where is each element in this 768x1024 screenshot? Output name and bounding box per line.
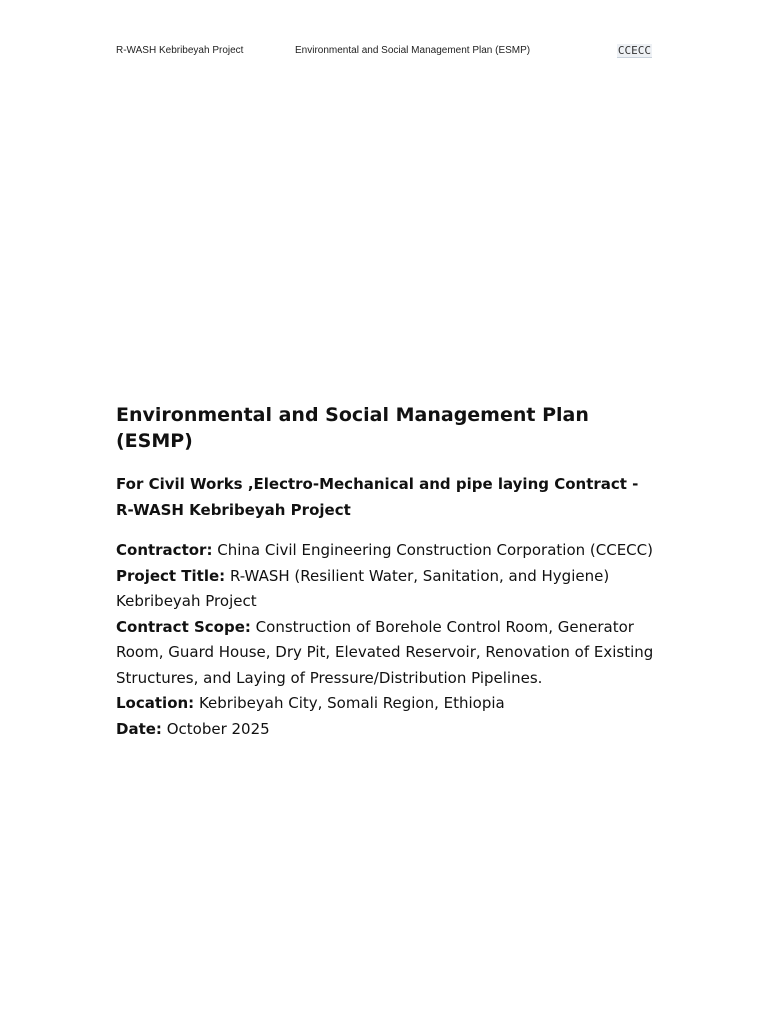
detail-label: Date: [116, 719, 162, 738]
document-subtitle: For Civil Works ,Electro-Mechanical and pipe laying Contract - R-WASH Kebribeyah Project [116, 475, 639, 519]
header-project-name: R-WASH Kebribeyah Project [116, 45, 244, 56]
detail-value: Construction of Borehole Control Room, Generator Room, Guard House, Dry Pit, Elevated Reservoir, Renovation of Existing Structures, and Laying of Pressure/Distribution Pipelines. [116, 617, 654, 687]
document-title: Environmental and Social Management Plan (ESMP) [116, 404, 589, 452]
cover-content [116, 402, 656, 742]
detail-contract-scope [116, 615, 656, 692]
detail-value: R-WASH (Resilient Water, Sanitation, and Hygiene) Kebribeyah Project [116, 566, 610, 610]
detail-contractor [116, 538, 656, 564]
header-document-title: Environmental and Social Management Plan (ESMP) [295, 45, 531, 56]
page-header [116, 44, 652, 60]
detail-label: Location: [116, 694, 195, 712]
header-company-code: CCECC [617, 44, 651, 57]
document-details [116, 538, 656, 742]
detail-label: Contractor: [116, 541, 213, 559]
detail-label: Project Title: [116, 566, 226, 585]
detail-value: China Civil Engineering Construction Corporation (CCECC) [217, 541, 653, 559]
detail-location [116, 691, 656, 717]
detail-label: Contract Scope: [116, 617, 251, 636]
detail-value: Kebribeyah City, Somali Region, Ethiopia [198, 694, 505, 712]
detail-date [116, 717, 656, 743]
detail-value: October 2025 [166, 719, 270, 738]
detail-project-title [116, 564, 656, 615]
